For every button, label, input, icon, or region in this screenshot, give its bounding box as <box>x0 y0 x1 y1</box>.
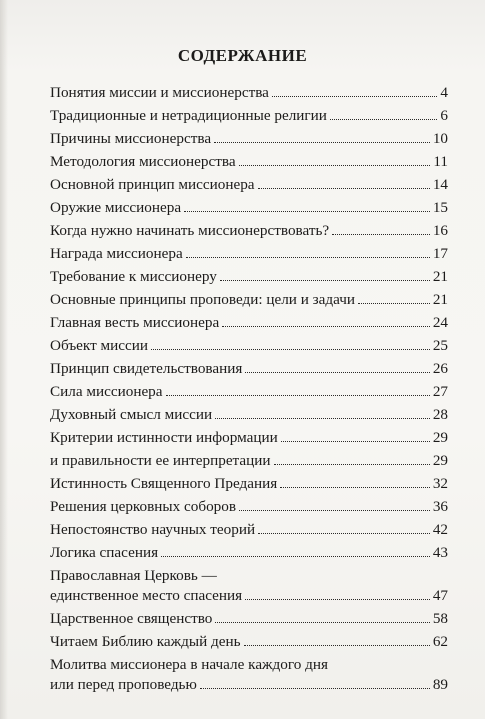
toc-line <box>50 83 448 103</box>
toc-entry-title: Основной принцип миссионера <box>50 176 255 193</box>
toc-entry <box>50 428 448 448</box>
dot-leader <box>281 429 430 442</box>
toc-entry-title: Понятия миссии и миссионерства <box>50 84 269 101</box>
toc-page-number: 89 <box>432 676 448 693</box>
toc-page-number: 15 <box>432 199 448 216</box>
toc-entry <box>50 175 448 195</box>
toc-entry <box>50 566 448 606</box>
dot-leader <box>245 587 430 600</box>
toc-line <box>50 359 448 379</box>
toc-line <box>50 428 448 448</box>
dot-leader <box>239 498 430 511</box>
toc-entry <box>50 405 448 425</box>
toc-page-number: 36 <box>432 498 448 515</box>
dot-leader <box>186 245 430 258</box>
toc-page-number: 4 <box>440 84 448 101</box>
toc-entry-title: Оружие миссионера <box>50 199 182 216</box>
toc-entry-title-line: Молитва миссионера в начале каждого дня <box>50 656 328 673</box>
dot-leader <box>184 199 430 212</box>
dot-leader <box>166 383 430 396</box>
toc-entry <box>50 359 448 379</box>
toc-entry-title: Царственное священство <box>50 610 213 627</box>
toc-entry <box>50 106 448 126</box>
toc-page-number: 11 <box>433 153 448 170</box>
toc-page-number: 14 <box>432 176 448 193</box>
dot-leader <box>151 337 430 350</box>
dot-leader <box>161 544 430 557</box>
toc-entry-title-line: Православная Церковь — <box>50 567 217 584</box>
toc-entry <box>50 221 448 241</box>
toc-line <box>50 290 448 310</box>
toc-line <box>50 267 448 287</box>
toc-entry-title: Основные принципы проповеди: цели и задачи <box>50 291 356 308</box>
dot-leader <box>244 633 430 646</box>
toc-line <box>50 609 448 629</box>
toc-page-number: 17 <box>432 245 448 262</box>
toc-page-number: 27 <box>432 383 448 400</box>
dot-leader <box>245 360 429 373</box>
toc-entry <box>50 313 448 333</box>
toc-entry <box>50 290 448 310</box>
dot-leader <box>330 107 437 120</box>
toc-entry-title: или перед проповедью <box>50 676 197 693</box>
dot-leader <box>258 521 430 534</box>
toc-line <box>50 175 448 195</box>
dot-leader <box>274 452 430 465</box>
toc-page-number: 16 <box>432 222 448 239</box>
toc-entry-title: Методология миссионерства <box>50 153 236 170</box>
toc-page-number: 62 <box>432 633 448 650</box>
toc-line <box>50 221 448 241</box>
dot-leader <box>280 475 430 488</box>
toc-entry-title: Критерии истинности информации <box>50 429 278 446</box>
toc-entry-title: Сила миссионера <box>50 383 163 400</box>
dot-leader <box>220 268 430 281</box>
toc-line <box>50 632 448 652</box>
toc-entry-title: Принцип свидетельствования <box>50 360 243 377</box>
toc-page-number: 29 <box>432 452 448 469</box>
toc-line <box>50 198 448 218</box>
toc-entry-title: Когда нужно начинать миссионерствовать? <box>50 222 330 239</box>
toc-entry <box>50 152 448 172</box>
toc-line <box>50 474 448 494</box>
toc-entry <box>50 655 448 695</box>
toc-line <box>50 244 448 264</box>
toc-page-number: 24 <box>432 314 448 331</box>
toc-page-number: 47 <box>432 587 448 604</box>
table-of-contents <box>50 83 448 698</box>
toc-page-number: 28 <box>432 406 448 423</box>
toc-line <box>50 405 448 425</box>
toc-page-number: 21 <box>432 291 448 308</box>
toc-entry <box>50 382 448 402</box>
toc-entry-title: Объект миссии <box>50 337 148 354</box>
toc-entry <box>50 83 448 103</box>
toc-entry <box>50 609 448 629</box>
toc-entry <box>50 497 448 517</box>
toc-entry-title: Читаем Библию каждый день <box>50 633 241 650</box>
page-edge-shadow <box>0 0 8 719</box>
dot-leader <box>200 676 430 689</box>
toc-page-number: 29 <box>432 429 448 446</box>
dot-leader <box>332 222 430 235</box>
toc-page-number: 25 <box>432 337 448 354</box>
dot-leader <box>239 153 431 166</box>
toc-entry-title: Решения церковных соборов <box>50 498 237 515</box>
dot-leader <box>215 406 430 419</box>
toc-entry <box>50 543 448 563</box>
dot-leader <box>214 130 430 143</box>
toc-line <box>50 336 448 356</box>
toc-line <box>50 586 448 606</box>
toc-entry <box>50 267 448 287</box>
dot-leader <box>258 176 430 189</box>
toc-page-number: 6 <box>440 107 448 124</box>
toc-line <box>50 382 448 402</box>
dot-leader <box>215 610 429 623</box>
toc-line <box>50 675 448 695</box>
toc-page-number: 26 <box>432 360 448 377</box>
toc-entry-title: Требование к миссионеру <box>50 268 217 285</box>
toc-entry <box>50 451 448 471</box>
toc-line <box>50 451 448 471</box>
toc-entry-title: Духовный смысл миссии <box>50 406 213 423</box>
toc-heading: СОДЕРЖАНИЕ <box>177 46 308 65</box>
toc-entry-title: и правильности ее интерпретации <box>50 452 271 469</box>
toc-line <box>50 106 448 126</box>
toc-line <box>50 497 448 517</box>
toc-line <box>50 152 448 172</box>
toc-line <box>50 313 448 333</box>
toc-entry-title: Награда миссионера <box>50 245 183 262</box>
toc-entry-title: Причины миссионерства <box>50 130 212 147</box>
toc-line <box>50 543 448 563</box>
toc-entry-title: Традиционные и нетрадиционные религии <box>50 107 327 124</box>
toc-page-number: 58 <box>432 610 448 627</box>
toc-line <box>50 129 448 149</box>
toc-entry <box>50 474 448 494</box>
toc-entry <box>50 129 448 149</box>
toc-line <box>50 520 448 540</box>
dot-leader <box>272 84 437 97</box>
toc-entry <box>50 632 448 652</box>
toc-entry-title: Логика спасения <box>50 544 159 561</box>
dot-leader <box>358 291 430 304</box>
toc-page-number: 32 <box>432 475 448 492</box>
toc-entry <box>50 520 448 540</box>
toc-page-number: 42 <box>432 521 448 538</box>
toc-page-number: 43 <box>432 544 448 561</box>
toc-entry <box>50 336 448 356</box>
toc-entry <box>50 244 448 264</box>
toc-entry-title: Истинность Священного Предания <box>50 475 278 492</box>
toc-entry-title: Непостоянство научных теорий <box>50 521 256 538</box>
toc-entry-title: Главная весть миссионера <box>50 314 220 331</box>
toc-page-number: 21 <box>432 268 448 285</box>
toc-entry <box>50 198 448 218</box>
dot-leader <box>222 314 430 327</box>
toc-page-number: 10 <box>432 130 448 147</box>
toc-entry-title: единственное место спасения <box>50 587 243 604</box>
